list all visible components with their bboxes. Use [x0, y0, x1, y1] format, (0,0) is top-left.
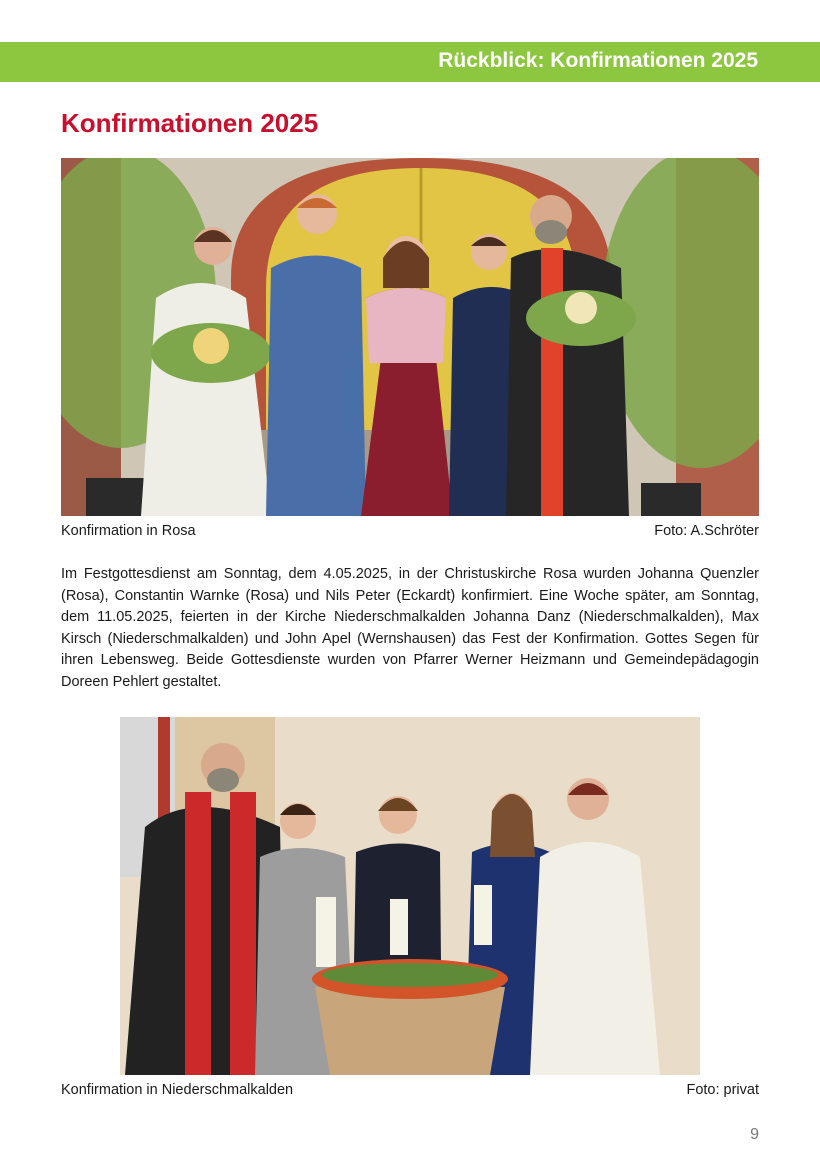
photo2-credit: Foto: privat: [686, 1082, 759, 1098]
photo-konfirmation-niederschmalkalden: [120, 717, 700, 1075]
section-title: Rückblick: Konfirmationen 2025: [438, 49, 758, 72]
article-body: Im Festgottesdienst am Sonntag, dem 4.05.2025, in der Christuskirche Rosa wurden Johanna Quenzler (Rosa), Constantin Warnke (Rosa) und Nils Peter (Eckardt) konfirmiert. Eine Woche später, am Sonntag, dem 11.05.2025, feierten in der Kirche Niederschmalkalden Johanna Danz (Niederschmalkalden), Max Kirsch (Niederschmalkalden) und John Apel (Wernshausen) das Fest der Konfirmation. Gottes Segen für ihren Lebensweg. Beide Gottesdienste wurden von Pfarrer Werner Heizmann und Gemeindepädagogin Doreen Pehlert gestaltet.: [61, 566, 759, 690]
photo1-caption: Konfirmation in Rosa: [61, 523, 196, 539]
photo-konfirmation-rosa: [61, 158, 759, 516]
photo2-caption: Konfirmation in Niederschmalkalden: [61, 1082, 294, 1098]
page-number: 9: [750, 1126, 759, 1143]
page-title: Konfirmationen 2025: [61, 108, 319, 138]
photo1-credit: Foto: A.Schröter: [654, 523, 759, 539]
section-header-bar: [0, 42, 820, 82]
